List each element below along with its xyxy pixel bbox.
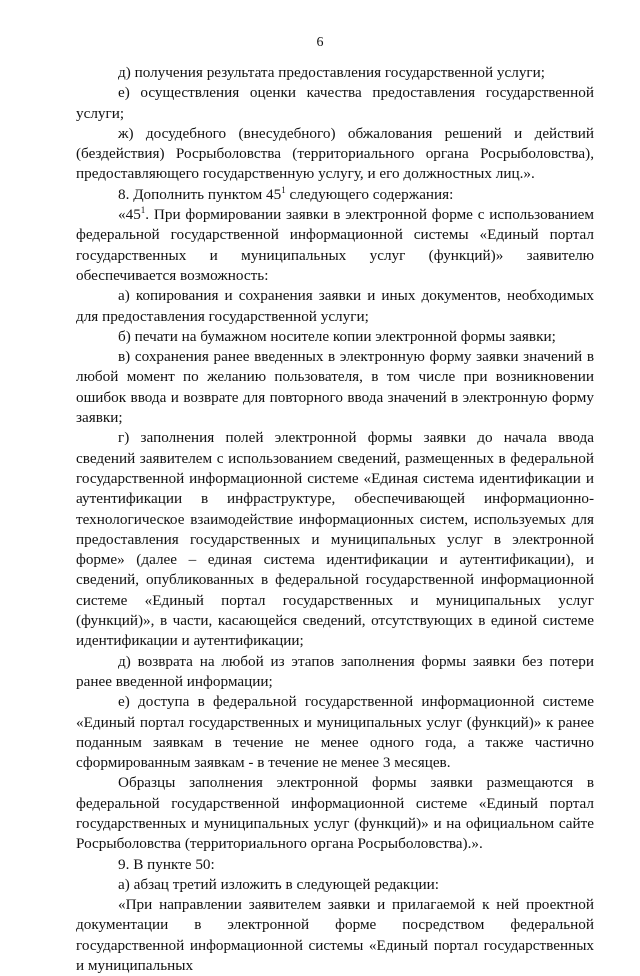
paragraph-45-1-intro: «$45^1$. При формировании заявки в электронной форме с использованием федеральной государственной информационной системы «Единый портал государственных и муниципальных услуг (функций)» заявителю обеспечивается возможность:	[76, 205, 594, 284]
paragraph-e-access: е) доступа в федеральной государственной информационной системе «Единый портал государственных и муниципальных услуг (функций)» к ранее поданным заявкам в течение не менее одного года, а также частично сформированным заявкам - в течение не менее 3 месяцев.	[76, 693, 594, 772]
page-number: 6	[316, 35, 324, 50]
document-body	[76, 63, 594, 976]
paragraph-g-fill: г) заполнения полей электронной формы заявки до начала ввода сведений заявителем с использованием сведений, размещенных в федеральной государственной информационной системе «Единая система идентификации и аутентификации в инфраструктуре, обеспечивающей информационно-технологическое взаимодействие информационных систем, используемых для предоставления государственных и муниципальных услуг в электронной форме» (далее – единая система идентификации и аутентификации), и сведений, опубликованных в федеральной государственной информационной системе «Единый портал государственных и муниципальных услуг (функций)», в части, касающейся сведений, отсутствующих в единой системе идентификации и аутентификации;	[76, 429, 594, 650]
paragraph-item-9: 9. В пункте 50:	[118, 855, 215, 873]
paragraph-zh-appeal: ж) досудебного (внесудебного) обжалования решений и действий (бездействия) Росрыболовства (территориального органа Росрыболовства), предоставляющего государственную услугу, и его должностных лиц.».	[76, 124, 594, 183]
paragraph-d-result: д) получения результата предоставления государственной услуги;	[118, 64, 545, 81]
paragraph-e-quality: е) осуществления оценки качества предоставления государственной услуги;	[76, 84, 594, 122]
paragraph-v-save: в) сохранения ранее введенных в электронную форму заявки значений в любой момент по желанию пользователя, в том числе при возникновении ошибок ввода и возврате для повторного ввода значений в электронную форму заявки;	[76, 348, 594, 427]
paragraph-samples: Образцы заполнения электронной формы заявки размещаются в федеральной государственной информационной системе «Единый портал государственных и муниципальных услуг (функций)» и на официальном сайте Росрыболовства (территориального органа Росрыболовства).».	[76, 774, 594, 853]
superscript-one: 1	[140, 205, 146, 216]
paragraph-d-return: д) возврата на любой из этапов заполнения формы заявки без потери ранее введенной информации;	[76, 652, 594, 690]
paragraph-a-copy: а) копирования и сохранения заявки и иных документов, необходимых для предоставления государственной услуги;	[76, 287, 594, 325]
paragraph-a-third: а) абзац третий изложить в следующей редакции:	[118, 875, 439, 893]
paragraph-item-8: 8. Дополнить пунктом $45^1$ следующего содержания:	[118, 184, 454, 203]
paragraph-b-print: б) печати на бумажном носителе копии электронной формы заявки;	[118, 327, 556, 345]
paragraph-quote-start: «При направлении заявителем заявки и прилагаемой к ней проектной документации в электронной форме посредством федеральной государственной информационной системы «Единый портал государственных и муниципальных	[76, 896, 594, 975]
superscript-one: 1	[281, 184, 286, 195]
